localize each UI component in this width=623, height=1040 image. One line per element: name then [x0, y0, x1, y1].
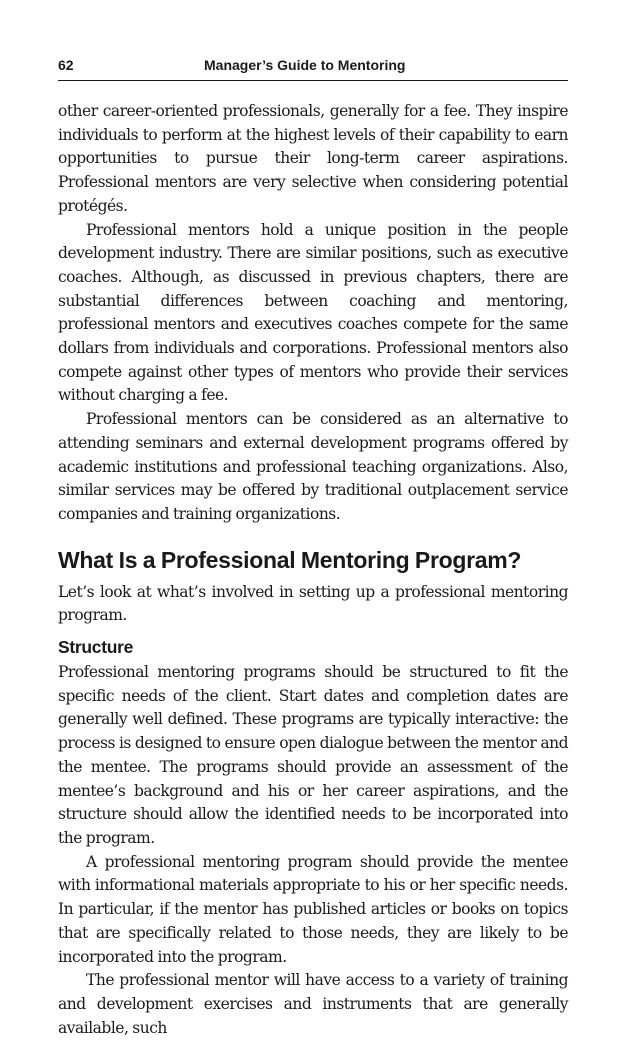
- paragraph-continuation: other career-oriented professionals, generally for a fee. They inspire individuals to perform at the highest levels of their capability to earn opportunities to pursue their long-term career aspirations. Professional mentors are very selective when considering potential protégés.: [58, 102, 568, 215]
- subsection-heading: Structure: [58, 637, 134, 658]
- running-head: [58, 54, 568, 81]
- paragraph-intro: Let’s look at what’s involved in setting up a professional mentoring program.: [58, 582, 568, 625]
- book-title: Manager’s Guide to Mentoring: [204, 57, 406, 73]
- section-heading: What Is a Professional Mentoring Program?: [58, 546, 522, 573]
- paragraph-alternative: Professional mentors can be considered as an alternative to attending seminars and external development programs offered by academic institutions and professional teaching organizations. Also, similar services may be offered by traditional outplacement service companies and training organizations.: [58, 410, 568, 523]
- paragraph-materials: A professional mentoring program should provide the mentee with informational materials appropriate to his or her specific needs. In particular, if the mentor has published articles or books on topics that are specifically related to those needs, they are likely to be incorporated into the program.: [58, 852, 568, 966]
- paragraph-structure: Professional mentoring programs should be structured to fit the specific needs of the client. Start dates and completion dates are generally well defined. These programs are typically interactive: the process is designed to ensure open dialogue between the mentor and the mentee. The programs should provide an assessment of the mentee’s background and his or her career aspirations, and the structure should allow the identified needs to be incorporated into the program.: [58, 663, 568, 847]
- body-text: [58, 100, 568, 1040]
- page-number: 62: [58, 57, 74, 73]
- paragraph-people-development: Professional mentors hold a unique position in the people development industry. There are similar positions, such as executive coaches. Although, as discussed in previous chapters, there are substantial differences between coaching and mentoring, professional mentors and executives coaches compete for the same dollars from individuals and corporations. Professional mentors also compete against other types of mentors who provide their services without charging a fee.: [58, 220, 568, 405]
- paragraph-exercises: The professional mentor will have access to a variety of training and development exercises and instruments that are generally available, such: [58, 971, 568, 1037]
